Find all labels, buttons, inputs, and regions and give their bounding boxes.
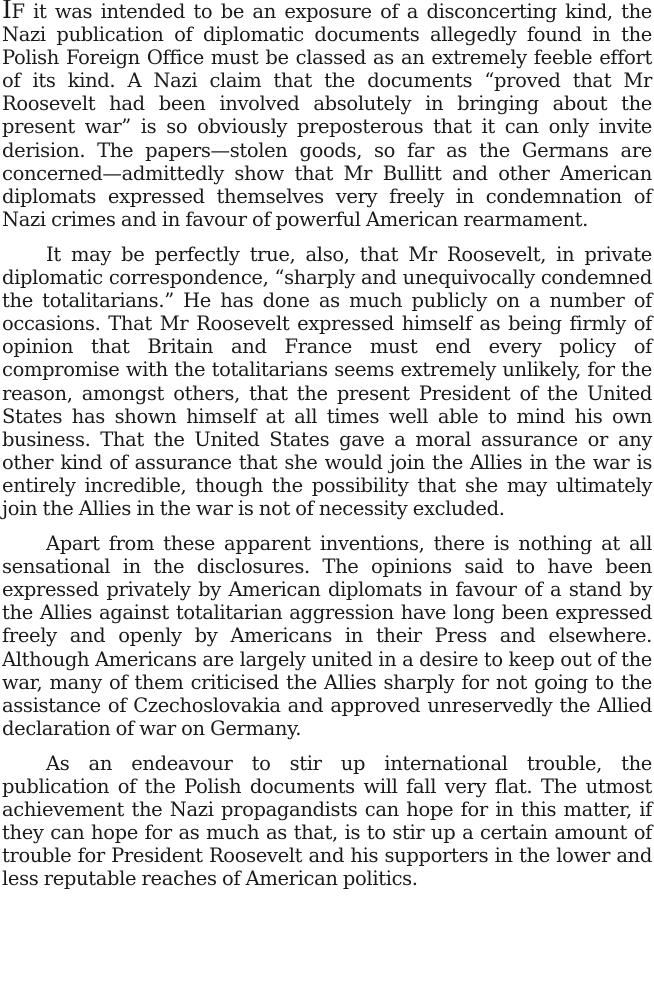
paragraph-text: As an endeavour to stir up international trouble, the publication of the Polish documents will fall very flat. The utmost achievement the Nazi propagandists can hope for in this matter, if they can hope for as much as that, is to stir up a certain amount of trouble for President Roosevelt and his supporters in the lower and less reputable reaches of American politics. — [2, 751, 652, 891]
article-paragraph-4 — [2, 752, 652, 891]
paragraph-text: Apart from these apparent inventions, there is nothing at all sensational in the disclosures. The opinions said to have been expressed privately by American diplomats in favour of a stand by the Allies against totalitarian aggression have long been expressed freely and openly by Americans in their Press and elsewhere. Although Americans are largely united in a desire to keep out of the war, many of them criticised the Allies sharply for not going to the assistance of Czechoslovakia and approved unreservedly the Allied declaration of war on Germany. — [2, 532, 652, 740]
article-paragraph-3 — [2, 532, 652, 740]
article-paragraph-1 — [2, 0, 652, 231]
paragraph-text: F it was intended to be an exposure of a disconcerting kind, the Nazi publication of diplomatic documents allegedly found in the Polish Foreign Office must be classed as an extremely feeble effort of its kind. A Nazi claim that the documents “proved that Mr Roosevelt had been involved absolutely in bringing about the present war” is so obviously preposterous that it can only invite derision. The papers—stolen goods, so far as the Germans are concerned—admittedly show that Mr Bullitt and other American diplomats expressed themselves very freely in condemnation of Nazi crimes and in favour of powerful American rearmament. — [2, 0, 652, 231]
paragraph-text: It may be perfectly true, also, that Mr Roosevelt, in private diplomatic correspondence, “sharply and unequivocally condemned the totalitarians.” He has done as much publicly on a number of occasions. That Mr Roosevelt expressed himself as being firmly of opinion that Britain and France must end every policy of compromise with the totalitarians seems extremely unlikely, for the reason, amongst others, that the present President of the United States has shown himself at all times well able to mind his own business. That the United States gave a moral assurance or any other kind of assurance that she would join the Allies in the war is entirely incredible, though the possibility that she may ultimately join the Allies in the war is not of necessity excluded. — [2, 242, 652, 520]
drop-cap-initial: I — [2, 0, 12, 24]
article-paragraph-2 — [2, 243, 652, 520]
